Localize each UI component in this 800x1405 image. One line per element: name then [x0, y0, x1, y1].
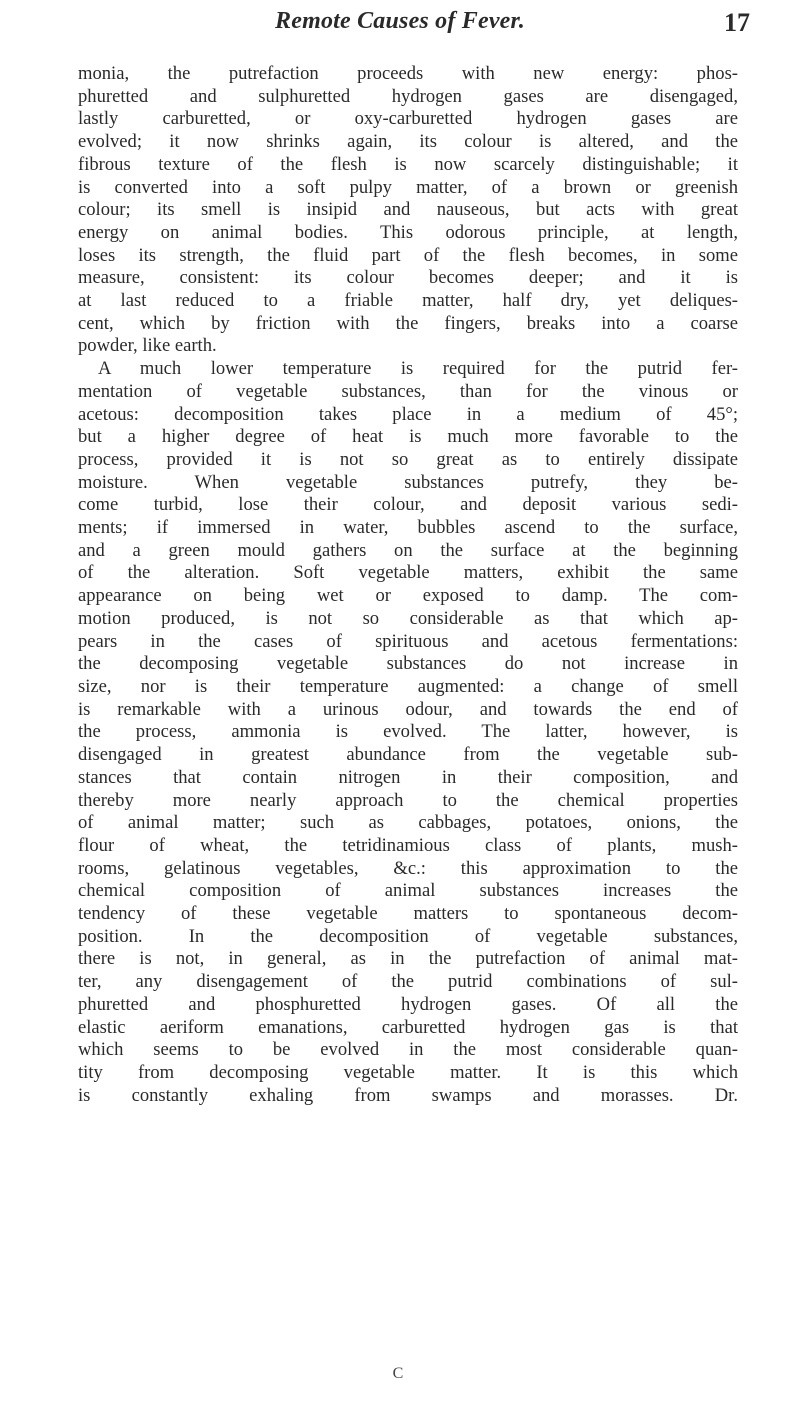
signature-letter: C — [392, 1365, 404, 1382]
text-line: is constantly exhaling from swamps and morasses. Dr. — [78, 1084, 738, 1106]
text-line: there is not, in general, as in the putrefaction of animal mat- — [78, 948, 738, 970]
text-line: elastic aeriform emanations, carburetted hydrogen gas is that — [78, 1016, 738, 1038]
text-line: at last reduced to a friable matter, half dry, yet deliques- — [78, 290, 738, 312]
text-line: stances that contain nitrogen in their composition, and — [78, 766, 738, 788]
text-line: phuretted and phosphuretted hydrogen gases. Of all the — [78, 993, 738, 1015]
text-line: the decomposing vegetable substances do not increase in — [78, 653, 738, 675]
text-line: of animal matter; such as cabbages, potatoes, onions, the — [78, 812, 738, 834]
text-line: ter, any disengagement of the putrid combinations of sul- — [78, 971, 738, 993]
text-line: powder, like earth. — [78, 335, 217, 357]
text-line: appearance on being wet or exposed to damp. The com- — [78, 585, 738, 607]
running-head — [0, 8, 800, 48]
text-line: chemical composition of animal substances increases the — [78, 880, 738, 902]
text-line: flour of wheat, the tetridinamious class of plants, mush- — [78, 834, 738, 856]
text-line: acetous: decomposition takes place in a medium of 45°; — [78, 403, 738, 425]
text-line: is remarkable with a urinous odour, and towards the end of — [78, 698, 738, 720]
text-line: evolved; it now shrinks again, its colour is altered, and the — [78, 131, 738, 153]
text-line: energy on animal bodies. This odorous principle, at length, — [78, 221, 738, 243]
signature-mark — [0, 1365, 800, 1383]
page-number: 17 — [724, 8, 750, 37]
text-line: pears in the cases of spirituous and acetous fermentations: — [78, 630, 738, 652]
text-line: lastly carburetted, or oxy-carburetted hydrogen gases are — [78, 108, 738, 130]
text-line: tity from decomposing vegetable matter. It is this which — [78, 1061, 738, 1083]
text-line: but a higher degree of heat is much more favorable to the — [78, 426, 738, 448]
text-line: position. In the decomposition of vegetable substances, — [78, 925, 738, 947]
running-title: Remote Causes of Fever. — [275, 8, 525, 34]
text-line: disengaged in greatest abundance from the vegetable sub- — [78, 744, 738, 766]
text-line: A much lower temperature is required for the putrid fer- — [98, 358, 738, 380]
text-line: thereby more nearly approach to the chemical properties — [78, 789, 738, 811]
text-line: loses its strength, the fluid part of the flesh becomes, in some — [78, 244, 738, 266]
text-line: rooms, gelatinous vegetables, &c.: this approximation to the — [78, 857, 738, 879]
text-line: fibrous texture of the flesh is now scarcely distinguishable; it — [78, 153, 738, 175]
body-text — [78, 63, 738, 1107]
text-line: and a green mould gathers on the surface at the beginning — [78, 539, 738, 561]
text-line: monia, the putrefaction proceeds with new energy: phos- — [78, 63, 738, 84]
text-line: process, provided it is not so great as to entirely dissipate — [78, 448, 738, 470]
text-line: colour; its smell is insipid and nauseous, but acts with great — [78, 199, 738, 221]
text-line: which seems to be evolved in the most considerable quan- — [78, 1039, 738, 1061]
text-line: of the alteration. Soft vegetable matters, exhibit the same — [78, 562, 738, 584]
text-line: measure, consistent: its colour becomes deeper; and it is — [78, 267, 738, 289]
text-line: ments; if immersed in water, bubbles ascend to the surface, — [78, 517, 738, 539]
text-line: motion produced, is not so considerable as that which ap- — [78, 607, 738, 629]
text-line: is converted into a soft pulpy matter, of a brown or greenish — [78, 176, 738, 198]
text-line: the process, ammonia is evolved. The latter, however, is — [78, 721, 738, 743]
text-line: size, nor is their temperature augmented: a change of smell — [78, 675, 738, 697]
text-line: tendency of these vegetable matters to spontaneous decom- — [78, 903, 738, 925]
text-line: cent, which by friction with the fingers, breaks into a coarse — [78, 312, 738, 334]
text-line: phuretted and sulphuretted hydrogen gases are disengaged, — [78, 85, 738, 107]
text-line: come turbid, lose their colour, and deposit various sedi- — [78, 494, 738, 516]
paragraph-text — [78, 63, 738, 1107]
text-line: moisture. When vegetable substances putrefy, they be- — [78, 471, 738, 493]
text-line: mentation of vegetable substances, than for the vinous or — [78, 380, 738, 402]
